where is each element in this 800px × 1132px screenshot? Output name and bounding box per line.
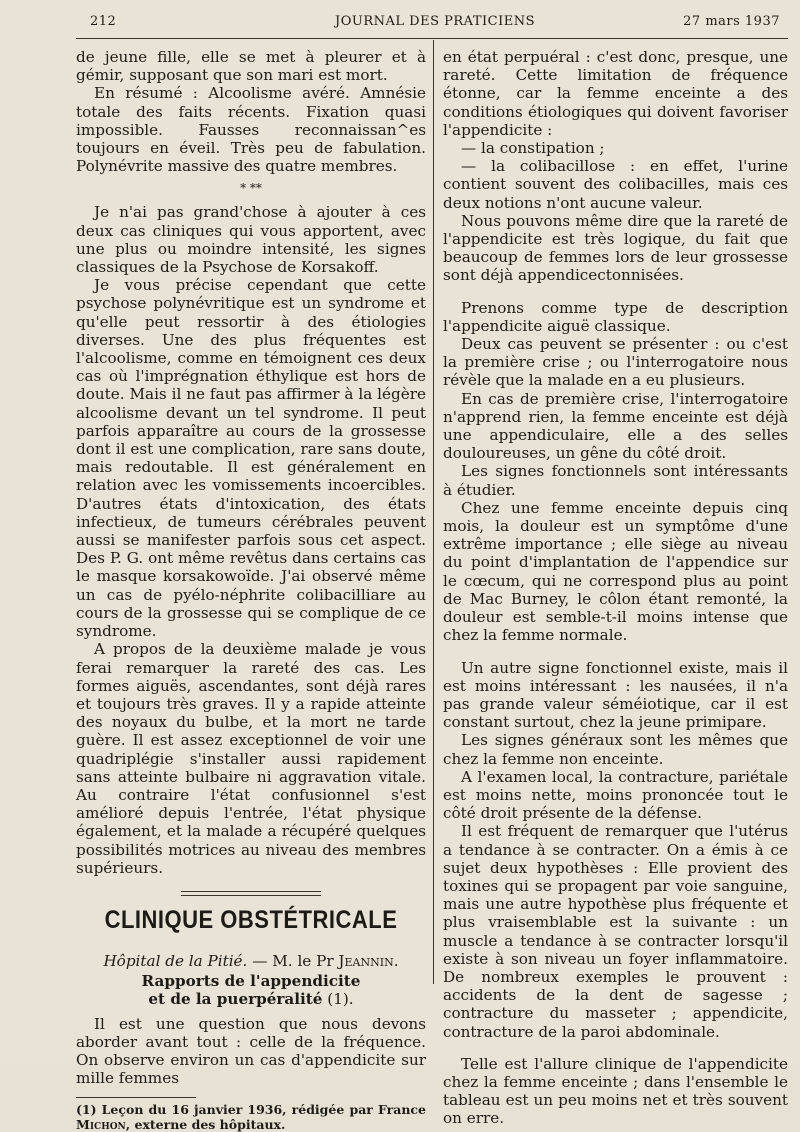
article-title-line-1: Rapports de l'appendicite bbox=[141, 972, 361, 991]
footnote-tail: , externe des hôpitaux. bbox=[125, 1117, 286, 1132]
article-title-line-2 bbox=[76, 990, 426, 1008]
paragraph: En résumé : Alcoolisme avéré. Amnésie totale des faits récents. Fixation quasi impossible. Fausses reconnaissan^es toujours en éveil. Très peu de fabulation. Polynévrite massive des quatre membres. bbox=[76, 84, 426, 176]
left-column bbox=[76, 48, 426, 1132]
paragraph: A propos de la deuxième malade je vous ferai remarquer la rareté des cas. Les formes aiguës, ascendantes, sont déjà rares et toujours très graves. Il y a rapide atteinte des noyaux du bulbe, et la mort ne tarde guère. Il est assez exceptionnel de voir une quadriplégie s'installer aussi rapidement sans atteinte bulbaire ni aggravation vitale. Au contraire l'état confusionnel s'est amélioré depuis l'entrée, l'état physique également, et la malade a récupéré quelques possibilités motrices au niveau des membres supérieurs. bbox=[76, 640, 426, 877]
running-header bbox=[90, 14, 780, 34]
article-title-text: et de la puerpéralité bbox=[148, 990, 323, 1009]
header-rule bbox=[76, 38, 788, 39]
section-asterisks: * ** bbox=[240, 181, 262, 196]
paragraph: Telle est l'allure clinique de l'appendicite chez la femme enceinte ; dans l'ensemble le tableau est un peu moins net et très souvent on erre. bbox=[443, 1054, 788, 1128]
paragraph: Je vous précise cependant que cette psychose polynévritique est un syndrome et qu'elle peut ressortir à des étiologies diverses. Une des plus fréquentes est l'alcoolisme, comme en témoignent ces deux cas où l'imprégnation éthylique est hors de doute. Mais il ne faut pas affirmer à la légère alcoolisme devant un tel syndrome. Il peut parfois apparaître au cours de la grossesse dont il est une complication, rare sans doute, mais redoutable. Il est généralement en relation avec les vomissements incoercibles. D'autres états d'intoxication, des états infectieux, de tumeurs cérébrales peuvent aussi se manifester parfois sous cet aspect. Des P. G. ont même revêtus dans certains cas le masque korsakowoïde. J'ai observé même un cas de pyélo-néphrite colibacilliare au cours de la grossesse qui se complique de ce syndrome. bbox=[76, 276, 426, 641]
paragraph: Il est une question que nous devons aborder avant tout : celle de la fréquence. On observe environ un cas d'appendicite sur mille femmes bbox=[76, 1014, 426, 1088]
footnote-rule bbox=[76, 1097, 196, 1098]
paragraph: — la colibacillose : en effet, l'urine contient souvent des colibacilles, mais ces deux notions n'ont aucune valeur. bbox=[443, 157, 788, 212]
section-double-rule bbox=[181, 891, 321, 896]
section-title: CLINIQUE OBSTÉTRICALE bbox=[104, 904, 398, 934]
paragraph: Un autre signe fonctionnel existe, mais il est moins intéressant : les nausées, il n'a pas grande valeur séméiotique, car il est constant surtout, chez la jeune primipare. bbox=[443, 658, 788, 732]
paragraph: Deux cas peuvent se présenter : ou c'est la première crise ; ou l'interrogatoire nous révèle que la malade en a eu plusieurs. bbox=[443, 335, 788, 390]
issue-date: 27 mars 1937 bbox=[683, 14, 780, 29]
paragraph: de jeune fille, elle se met à pleurer et à gémir, supposant que son mari est mort. bbox=[76, 48, 426, 85]
right-column bbox=[443, 48, 788, 1128]
column-divider bbox=[433, 40, 434, 984]
footnote bbox=[76, 1102, 426, 1132]
page-number: 212 bbox=[90, 14, 117, 29]
paragraph: En cas de première crise, l'interrogatoire n'apprend rien, la femme enceinte est déjà une appendiculaire, elle a des selles douloureuses, un gêne du côté droit. bbox=[443, 389, 788, 463]
paragraph: A l'examen local, la contracture, pariétale est moins nette, moins prononcée tout le côté droit présente de la défense. bbox=[443, 767, 788, 823]
footnote-text: (1) Leçon du 16 janvier 1936, rédigée par France bbox=[76, 1102, 426, 1118]
journal-title: JOURNAL DES PRATICIENS bbox=[335, 14, 535, 29]
footnote-author: Michon bbox=[76, 1117, 126, 1132]
author-name: Jeannin. bbox=[338, 951, 399, 970]
paragraph: Les signes généraux sont les mêmes que chez la femme non enceinte. bbox=[443, 731, 788, 768]
paragraph: Nous pouvons même dire que la rareté de l'appendicite est très logique, du fait que beaucoup de femmes lors de leur grossesse sont déjà appendicectonnisées. bbox=[443, 211, 788, 285]
paragraph: Les signes fonctionnels sont intéressants à étudier. bbox=[443, 462, 788, 499]
lecture-byline bbox=[76, 952, 426, 970]
paragraph: Prenons comme type de description l'appendicite aiguë classique. bbox=[443, 298, 788, 335]
author-prefix: — M. le Pr bbox=[247, 951, 339, 970]
paragraph: en état perpuéral : c'est donc, presque, une rareté. Cette limitation de fréquence étonne, car la femme enceinte a des conditions étiologiques qui doivent favoriser l'appendicite : bbox=[443, 48, 788, 139]
hospital-name: Hôpital de la Pitié. bbox=[103, 951, 248, 970]
paragraph: Chez une femme enceinte depuis cinq mois, la douleur est un symptôme d'une extrême importance ; elle siège au niveau du point d'implantation de l'appendice sur le cœcum, qui ne correspond plus au point de Mac Burney, le côlon étant remonté, la douleur est semble-t-il moins intense que chez la femme normale. bbox=[443, 498, 788, 645]
paragraph: Je n'ai pas grand'chose à ajouter à ces deux cas cliniques qui vous apportent, avec une plus ou moindre intensité, les signes classiques de la Psychose de Korsakoff. bbox=[76, 203, 426, 277]
footnote-ref: (1). bbox=[322, 990, 354, 1009]
paragraph: Il est fréquent de remarquer que l'utérus a tendance à se contracter. On a émis à ce sujet deux hypothèses : Elle provient des toxines qui se propagent par voie sanguine, mais une autre hypothèse plus fréquente et plus vraisemblable est la suivante : un muscle a tendance à se contracter lorsqu'il existe à son niveau un foyer inflammatoire. De nombreux exemples le prouvent : accidents de la dent de sagesse ; contracture du masseter ; appendicite, contracture de la paroi abdominale. bbox=[443, 822, 788, 1041]
paragraph: — la constipation ; bbox=[461, 139, 605, 158]
